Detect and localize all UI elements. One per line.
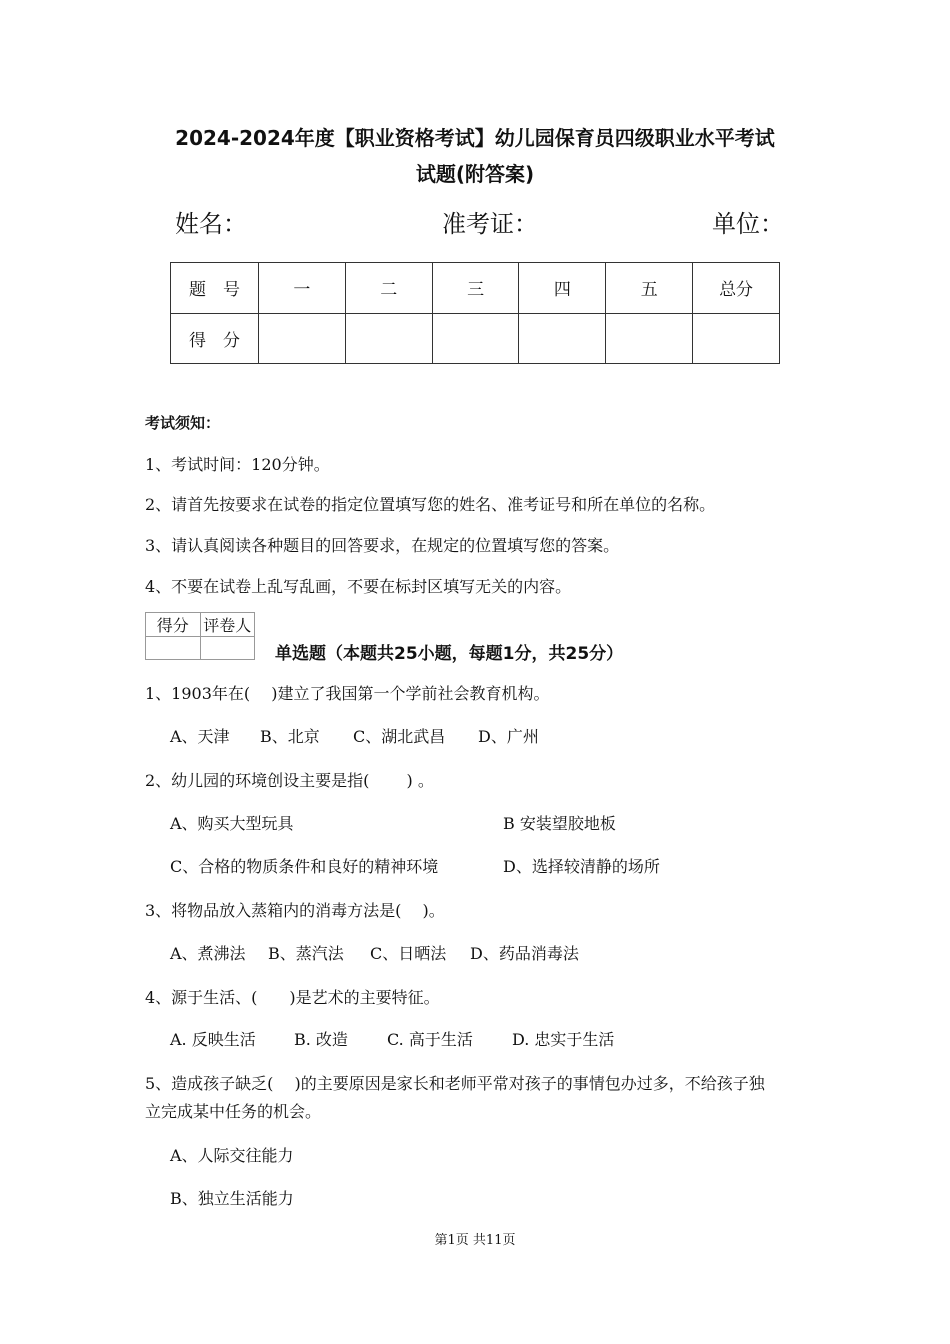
candidate-fields bbox=[0, 204, 950, 238]
score-table-header-row bbox=[171, 263, 780, 314]
q5-option-a: A、人际交往能力 bbox=[170, 1146, 294, 1165]
score-cell-1[interactable] bbox=[259, 313, 346, 364]
q4-option-c: C. 高于生活 bbox=[387, 1030, 473, 1049]
question-number-label: 题 号 bbox=[171, 263, 259, 314]
section-2-header: 二 bbox=[345, 263, 432, 314]
score-label: 得 分 bbox=[171, 313, 259, 364]
q4-option-a: A. 反映生活 bbox=[170, 1030, 256, 1049]
section-1-header: 一 bbox=[259, 263, 346, 314]
question-5-stem-continued: 立完成某中任务的机会。 bbox=[145, 1102, 322, 1121]
q1-option-d: D、广州 bbox=[478, 727, 539, 746]
question-3-stem: 3、将物品放入蒸箱内的消毒方法是( )。 bbox=[145, 901, 445, 920]
section-3-header: 三 bbox=[432, 263, 519, 314]
notes-title: 考试须知： bbox=[145, 414, 221, 432]
section-5-header: 五 bbox=[606, 263, 693, 314]
note-2: 2、请首先按要求在试卷的指定位置填写您的姓名、准考证号和所在单位的名称。 bbox=[145, 495, 716, 514]
exam-title-line2: 试题(附答案) bbox=[415, 162, 535, 186]
score-cell-3[interactable] bbox=[432, 313, 519, 364]
unit-label: 单位： bbox=[712, 210, 784, 238]
q1-option-c: C、湖北武昌 bbox=[353, 727, 446, 746]
q2-option-c: C、合格的物质条件和良好的精神环境 bbox=[170, 857, 439, 876]
total-score-header: 总分 bbox=[693, 263, 780, 314]
question-2-stem: 2、幼儿园的环境创设主要是指( ) 。 bbox=[145, 771, 434, 790]
q3-option-a: A、煮沸法 bbox=[170, 944, 246, 963]
q1-option-b: B、北京 bbox=[260, 727, 320, 746]
exam-id-label: 准考证： bbox=[442, 210, 538, 238]
note-3: 3、请认真阅读各种题目的回答要求，在规定的位置填写您的答案。 bbox=[145, 536, 620, 555]
note-1: 1、考试时间：120分钟。 bbox=[145, 455, 330, 474]
question-5-stem: 5、造成孩子缺乏( )的主要原因是家长和老师平常对孩子的事情包办过多，不给孩子独 bbox=[145, 1074, 765, 1093]
q4-option-b: B. 改造 bbox=[294, 1030, 348, 1049]
grader-reviewer-cell[interactable] bbox=[200, 637, 255, 660]
score-table bbox=[170, 262, 780, 364]
question-1-stem: 1、1903年在( )建立了我国第一个学前社会教育机构。 bbox=[145, 684, 550, 703]
name-label: 姓名： bbox=[175, 210, 247, 238]
q4-option-d: D. 忠实于生活 bbox=[512, 1030, 615, 1049]
score-table-score-row bbox=[171, 313, 780, 364]
q2-option-b: B 安装望胶地板 bbox=[503, 814, 616, 833]
q3-option-d: D、药品消毒法 bbox=[470, 944, 579, 963]
score-cell-total[interactable] bbox=[693, 313, 780, 364]
q1-option-a: A、天津 bbox=[170, 727, 230, 746]
grader-table bbox=[145, 612, 255, 660]
q2-option-d: D、选择较清静的场所 bbox=[503, 857, 660, 876]
q5-option-b: B、独立生活能力 bbox=[170, 1189, 294, 1208]
note-4: 4、不要在试卷上乱写乱画，不要在标封区填写无关的内容。 bbox=[145, 577, 572, 596]
grader-score-label: 得分 bbox=[146, 613, 201, 637]
page-footer: 第1页 共11页 bbox=[434, 1233, 516, 1248]
grader-score-cell[interactable] bbox=[146, 637, 201, 660]
question-4-stem: 4、源于生活、( )是艺术的主要特征。 bbox=[145, 988, 440, 1007]
exam-title-line1: 2024-2024年度【职业资格考试】幼儿园保育员四级职业水平考试 bbox=[175, 126, 775, 150]
grader-reviewer-label: 评卷人 bbox=[200, 613, 255, 637]
q3-option-c: C、日晒法 bbox=[370, 944, 447, 963]
section-4-header: 四 bbox=[519, 263, 606, 314]
score-cell-4[interactable] bbox=[519, 313, 606, 364]
section-title: 单选题（本题共25小题，每题1分，共25分） bbox=[275, 644, 624, 664]
score-cell-2[interactable] bbox=[345, 313, 432, 364]
q2-option-a: A、购买大型玩具 bbox=[170, 814, 294, 833]
q3-option-b: B、蒸汽法 bbox=[268, 944, 344, 963]
score-cell-5[interactable] bbox=[606, 313, 693, 364]
